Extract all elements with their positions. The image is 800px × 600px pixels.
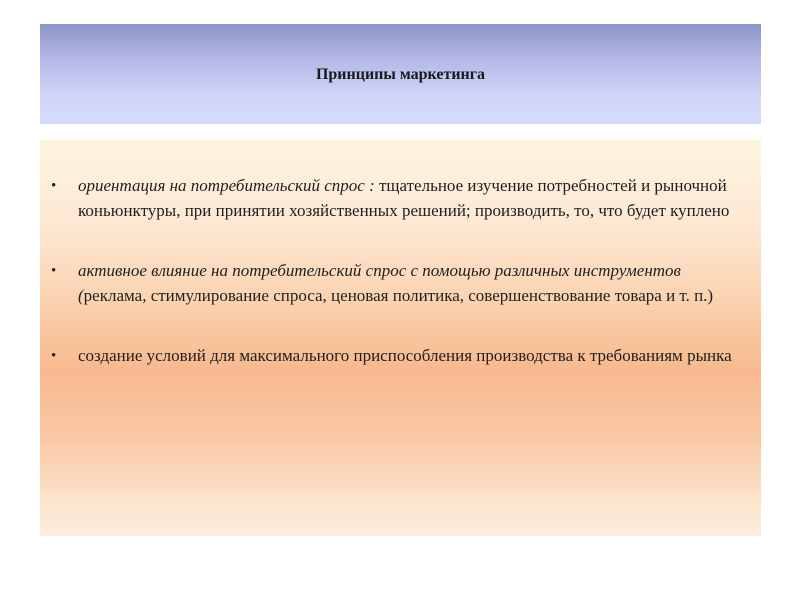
bullet-emphasis: ориентация на потребительский спрос :: [78, 176, 379, 195]
title-bar: [40, 24, 761, 124]
bullet-list: [40, 174, 761, 405]
bullet-item: [40, 259, 761, 308]
bullet-text: тщательное изучение потребностей и рыночной коньюнктуры, при принятии хозяйственных решений; производить, то, что будет куплено: [78, 176, 730, 220]
bullet-emphasis: активное влияние на потребительский спрос с помощью различных инструментов (: [78, 261, 681, 305]
bullet-item: [40, 174, 761, 223]
bullet-text: создание условий для максимального приспособления производства к требованиям рынка: [78, 346, 732, 365]
bullet-item: [40, 344, 761, 369]
content-box: [40, 140, 761, 536]
bullet-dot-icon: •: [51, 178, 57, 194]
bullet-text: реклама, стимулирование спроса, ценовая политика, совершенствование товара и т. п.): [83, 285, 714, 305]
bullet-dot-icon: •: [51, 348, 57, 364]
slide-title: Принципы маркетинга: [315, 66, 486, 83]
bullet-dot-icon: •: [51, 263, 57, 279]
